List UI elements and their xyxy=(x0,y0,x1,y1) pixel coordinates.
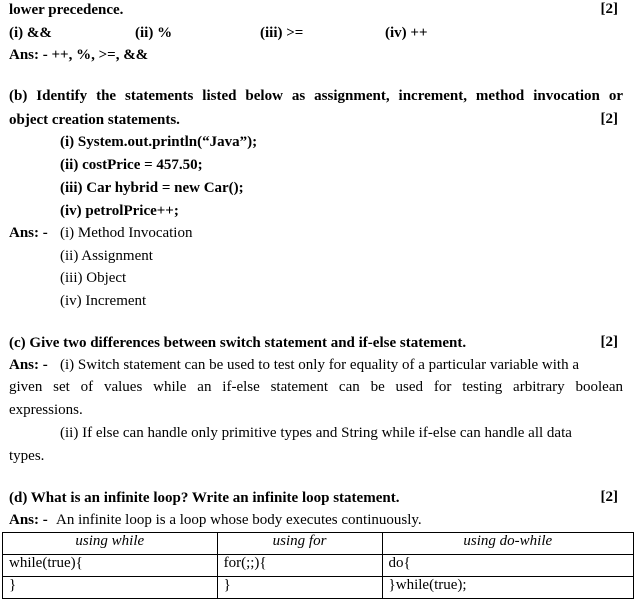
part-d-ans-label: Ans: - xyxy=(9,512,48,528)
infinite-loop-table xyxy=(2,532,634,599)
part-c-answer-line4: (ii) If else can handle only primitive types and String while if-else can handle all data xyxy=(60,425,572,441)
part-b-question-line2: object creation statements. xyxy=(9,112,180,128)
part-b-marks: [2] xyxy=(600,111,618,127)
part-c-answer-line1: (i) Switch statement can be used to test only for equality of a particular variable with a xyxy=(60,357,579,373)
part-d-question: (d) What is an infinite loop? Write an infinite loop statement. xyxy=(9,490,400,506)
part-c-answer-line2: given set of values while an if-else statement can be used for testing arbitrary boolean xyxy=(9,379,623,395)
part-b-answer-3: (iii) Object xyxy=(60,270,127,286)
table-row xyxy=(3,577,634,599)
part-d-marks: [2] xyxy=(600,489,618,505)
table-cell-do-end: }while(true); xyxy=(382,577,633,599)
table-header-do-while: using do-while xyxy=(382,533,633,555)
part-b-question-line1: (b) Identify the statements listed below as assignment, increment, method invocation or xyxy=(9,88,623,104)
table-cell-do-start: do{ xyxy=(382,555,633,577)
part-a-question-tail: lower precedence. xyxy=(9,2,124,18)
part-a-answer-text: Ans: - ++, %, >=, && xyxy=(9,47,149,63)
table-row xyxy=(3,555,634,577)
table-header-row xyxy=(3,533,634,555)
part-c-ans-label: Ans: - xyxy=(9,357,48,373)
part-b-statement-4: (iv) petrolPrice++; xyxy=(60,203,179,219)
part-b-statement-1: (i) System.out.println(“Java”); xyxy=(60,134,258,150)
part-b-answer-4: (iv) Increment xyxy=(60,293,147,309)
part-b-ans-label: Ans: - xyxy=(9,225,48,241)
part-a-answer xyxy=(9,46,148,64)
part-a-marks: [2] xyxy=(600,1,618,17)
part-a-option-1: (i) && xyxy=(9,25,52,41)
table-cell-while-start: while(true){ xyxy=(3,555,218,577)
part-a-option-4: (iv) ++ xyxy=(385,25,428,41)
part-b-statement-2: (ii) costPrice = 457.50; xyxy=(60,157,203,173)
part-b-statement-3: (iii) Car hybrid = new Car(); xyxy=(60,180,244,196)
part-c-question: (c) Give two differences between switch statement and if-else statement. xyxy=(9,335,467,351)
table-cell-for-start: for(;;){ xyxy=(217,555,382,577)
table-header-while: using while xyxy=(3,533,218,555)
part-a-option-2: (ii) % xyxy=(135,25,173,41)
table-cell-for-end: } xyxy=(217,577,382,599)
table-header-for: using for xyxy=(217,533,382,555)
part-c-answer-line5: types. xyxy=(9,448,45,464)
part-b-answer-1: (i) Method Invocation xyxy=(60,225,193,241)
part-b-answer-2: (ii) Assignment xyxy=(60,248,153,264)
part-d-answer: An infinite loop is a loop whose body executes continuously. xyxy=(56,512,422,528)
part-a-option-3: (iii) >= xyxy=(260,25,304,41)
part-c-marks: [2] xyxy=(600,334,618,350)
table-cell-while-end: } xyxy=(3,577,218,599)
part-c-answer-line3: expressions. xyxy=(9,402,83,418)
